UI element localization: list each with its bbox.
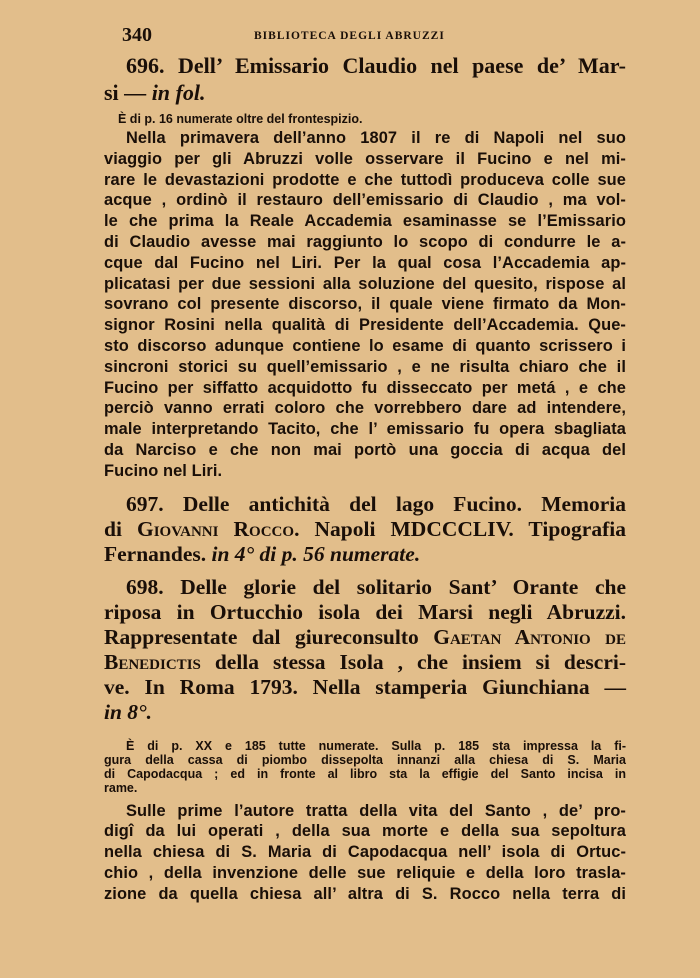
title-line — [104, 542, 626, 567]
format-text: in 8°. — [104, 699, 153, 724]
text-line: di Claudio avesse mai raggiunto lo scopo di condurre le a- — [104, 232, 626, 251]
bibliographic-note — [104, 739, 626, 795]
text-line: perciò vanno errati coloro che vorrebbero dare ad intendere, — [104, 399, 626, 418]
title-line — [104, 625, 626, 650]
text-line: plicatasi per due sessioni alla soluzione del quesito, rispose al — [104, 274, 626, 293]
text-line: male interpretando Tacito, che l’ emissario fu opera sbagliata — [104, 420, 626, 439]
text-line: signor Rosini nella qualità di Presidente dell’Accademia. Que- — [104, 316, 626, 335]
title-line — [104, 52, 626, 79]
note-line: rame. — [104, 780, 138, 795]
text-line: Sulle prime l’autore tratta della vita del Santo , de’ pro- — [126, 801, 626, 820]
text-line: le che prima la Reale Accademia esaminasse se l’Emissario — [104, 212, 626, 231]
entry-description — [104, 801, 626, 905]
title-line — [104, 517, 626, 542]
text-line: acque , ordinò il restauro dell’emissario di Claudio , ma vol- — [104, 191, 626, 210]
entry-696 — [104, 52, 626, 482]
bibliographic-note: È di p. 16 numerate oltre del frontespizio. — [118, 112, 363, 126]
text-line: cque dal Fucino nel Liri. Per la qual cosa l’Accademia ap- — [104, 253, 626, 272]
text-line: viaggio per gli Abruzzi volle osservare il Fucino e nel mi- — [104, 149, 626, 168]
running-head — [104, 22, 626, 48]
text-line: digî da lui operati , della sua morte e della sua sepoltura — [104, 822, 626, 841]
title-line — [104, 700, 626, 725]
title-text: Delle glorie del solitario Sant’ Orante che — [180, 574, 626, 599]
entry-698 — [104, 575, 626, 905]
title-line — [104, 492, 626, 517]
text-line: Fucino per siffatto acquidotto fu disseccato per metá , e che — [104, 378, 626, 397]
book-page — [104, 22, 626, 905]
text-line: sto discorso adunque contiene lo esame di quanto scrissero i — [104, 336, 626, 355]
title-line — [104, 79, 626, 106]
format-text: in 4° di p. 56 numerate. — [211, 541, 421, 566]
entry-title — [104, 52, 626, 106]
text-line: sincroni storici su quell’emissario , e ne risulta chiaro che il — [104, 357, 626, 376]
title-text: Rappresentate dal giureconsulto — [104, 624, 434, 649]
author-name: Benedictis — [104, 649, 201, 674]
entry-description — [104, 128, 626, 482]
entry-title — [104, 575, 626, 725]
text-line: chio , della invenzione delle sue reliquie e della loro trasla- — [104, 863, 626, 882]
note-line: di Capodacqua ; ed in fronte al libro sta la effigie del Santo incisa in — [104, 766, 626, 781]
title-text: della stessa Isola , che insiem si descri- — [200, 649, 626, 674]
title-text: Fernandes. — [104, 541, 212, 566]
text-line: zione da quella chiesa all’ altra di S. Rocco nella terra di — [104, 884, 626, 903]
text-line: rare le devastazioni prodotte e che tuttodì produceva colle sue — [104, 170, 626, 189]
text-line: Nella primavera dell’anno 1807 il re di Napoli nel suo — [126, 129, 626, 147]
title-text: . Napoli MDCCCLIV. Tipografia — [294, 516, 626, 541]
title-text: si — — [104, 80, 152, 105]
text-line: da Narciso e che non mai portò una goccia di acqua del — [104, 440, 626, 459]
running-title: BIBLIOTECA DEGLI ABRUZZI — [254, 30, 445, 42]
entry-697 — [104, 492, 626, 567]
entry-number: 696. — [126, 53, 165, 78]
title-line — [104, 575, 626, 600]
text-line: Fucino nel Liri. — [104, 461, 223, 480]
title-text: di — [104, 516, 137, 541]
author-name: Gaetan Antonio de — [433, 624, 626, 649]
title-line: riposa in Ortucchio isola dei Marsi negli Abruzzi. — [104, 599, 626, 624]
title-line: ve. In Roma 1793. Nella stamperia Giunchiana — — [104, 674, 626, 699]
entry-number: 698. — [126, 574, 164, 599]
page-number: 340 — [122, 24, 152, 46]
text-line: nella chiesa di S. Maria di Capodacqua nell’ isola di Ortuc- — [104, 843, 626, 862]
title-text: Dell’ Emissario Claudio nel paese de’ Mar- — [177, 53, 626, 78]
title-text: Delle antichità del lago Fucino. Memoria — [182, 491, 627, 516]
entry-title — [104, 492, 626, 567]
title-line — [104, 650, 626, 675]
text-line: sovrano col presente discorso, il quale viene firmato da Mon- — [104, 295, 626, 314]
note-line: gura della cassa di piombo dissepolta innanzi alla chiesa di S. Maria — [104, 752, 626, 767]
author-name: Giovanni Rocco — [137, 516, 295, 541]
note-line: È di p. XX e 185 tutte numerate. Sulla p. 185 sta impressa la fi- — [126, 738, 626, 753]
entry-number: 697. — [126, 491, 164, 516]
format-text: in fol. — [151, 80, 206, 105]
